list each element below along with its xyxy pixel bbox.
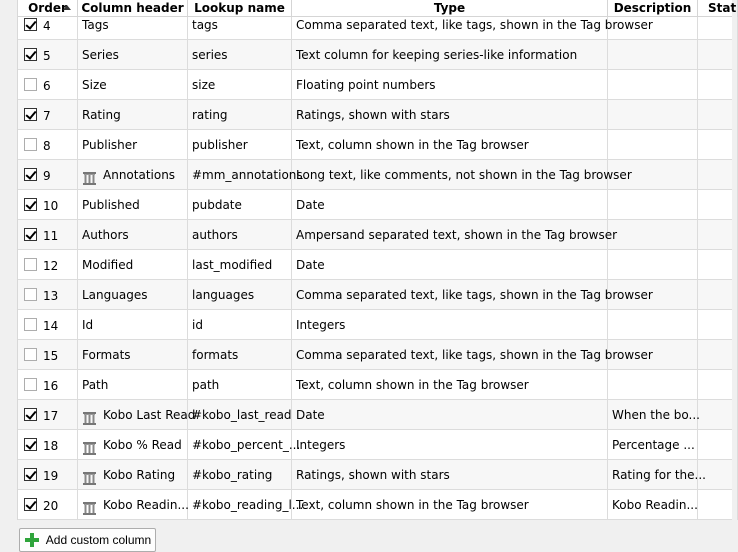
- visibility-checkbox[interactable]: [24, 108, 37, 121]
- cell-description: [608, 340, 698, 370]
- cell-order: [18, 70, 78, 100]
- order-number: 19: [43, 468, 59, 483]
- cell-type: Text, column shown in the Tag browser: [292, 490, 608, 520]
- order-number: 14: [43, 318, 59, 333]
- cell-type: Comma separated text, like tags, shown in the Tag browser: [292, 10, 608, 40]
- column-header-text: Id: [82, 318, 94, 332]
- table-row[interactable]: [18, 220, 732, 250]
- cell-lookup-name: last_modified: [188, 250, 292, 280]
- cell-lookup-name: path: [188, 370, 292, 400]
- cell-type: Integers: [292, 310, 608, 340]
- cell-status: [698, 490, 738, 520]
- cell-order: [18, 310, 78, 340]
- order-number: 12: [43, 258, 59, 273]
- table-row[interactable]: [18, 310, 732, 340]
- table-row[interactable]: [18, 160, 732, 190]
- cell-description: [608, 310, 698, 340]
- cell-lookup-name: rating: [188, 100, 292, 130]
- cell-description: [608, 40, 698, 70]
- cell-column-header[interactable]: [78, 100, 188, 130]
- plus-icon: [25, 533, 39, 547]
- cell-description: [608, 130, 698, 160]
- cell-description: When the bo...: [608, 400, 698, 430]
- cell-column-header[interactable]: [78, 340, 188, 370]
- column-header-text: Kobo Rating: [103, 468, 176, 482]
- order-number: 10: [43, 198, 59, 213]
- column-building-icon: [82, 467, 97, 482]
- cell-column-header[interactable]: [78, 160, 188, 190]
- table-row[interactable]: [18, 70, 732, 100]
- cell-lookup-name: authors: [188, 220, 292, 250]
- cell-lookup-name: series: [188, 40, 292, 70]
- cell-description: Kobo Readin...: [608, 490, 698, 520]
- cell-type: Text, column shown in the Tag browser: [292, 130, 608, 160]
- cell-type: Comma separated text, like tags, shown in the Tag browser: [292, 280, 608, 310]
- cell-column-header[interactable]: [78, 280, 188, 310]
- cell-column-header[interactable]: [78, 370, 188, 400]
- cell-column-header[interactable]: [78, 130, 188, 160]
- cell-status: [698, 460, 738, 490]
- column-building-icon: [82, 497, 97, 512]
- cell-lookup-name: languages: [188, 280, 292, 310]
- order-number: 9: [43, 168, 51, 183]
- column-header-text: Annotations: [103, 168, 176, 182]
- visibility-checkbox[interactable]: [24, 228, 37, 241]
- cell-description: [608, 160, 698, 190]
- column-header-text: Size: [82, 78, 107, 92]
- column-header-text: Authors: [82, 228, 129, 242]
- cell-type: Floating point numbers: [292, 70, 608, 100]
- cell-order: [18, 370, 78, 400]
- table-row[interactable]: [18, 400, 732, 430]
- cell-lookup-name: #kobo_percent_...: [188, 430, 292, 460]
- cell-status: [698, 340, 738, 370]
- visibility-checkbox[interactable]: [24, 48, 37, 61]
- table-header: [18, 0, 737, 17]
- visibility-checkbox[interactable]: [24, 498, 37, 511]
- cell-order: [18, 340, 78, 370]
- header-order[interactable]: [18, 0, 78, 17]
- cell-status: [698, 190, 738, 220]
- table-row[interactable]: [18, 100, 732, 130]
- cell-status: [698, 430, 738, 460]
- header-description[interactable]: Description: [608, 0, 698, 17]
- visibility-checkbox[interactable]: [24, 168, 37, 181]
- column-header-text: Publisher: [82, 138, 138, 152]
- column-building-icon: [82, 407, 97, 422]
- cell-order: [18, 130, 78, 160]
- cell-order: [18, 430, 78, 460]
- cell-lookup-name: formats: [188, 340, 292, 370]
- cell-lookup-name: pubdate: [188, 190, 292, 220]
- cell-column-header[interactable]: [78, 40, 188, 70]
- header-status[interactable]: Stat: [698, 0, 738, 17]
- table-row[interactable]: [18, 190, 732, 220]
- order-number: 15: [43, 348, 59, 363]
- cell-description: [608, 250, 698, 280]
- column-building-icon: [82, 167, 97, 182]
- cell-order: [18, 280, 78, 310]
- table-row[interactable]: [18, 370, 732, 400]
- cell-status: [698, 280, 738, 310]
- order-number: 18: [43, 438, 59, 453]
- cell-order: [18, 40, 78, 70]
- cell-description: Percentage ...: [608, 430, 698, 460]
- cell-column-header[interactable]: [78, 400, 196, 430]
- cell-order: [18, 160, 78, 190]
- column-header-text: Kobo % Read: [103, 438, 182, 452]
- cell-order: [18, 190, 78, 220]
- sort-ascending-icon: [63, 5, 71, 10]
- visibility-checkbox[interactable]: [24, 78, 37, 91]
- cell-type: Date: [292, 250, 608, 280]
- cell-column-header[interactable]: [78, 460, 188, 490]
- cell-status: [698, 40, 738, 70]
- cell-status: [698, 70, 738, 100]
- row-header-strip: [0, 0, 18, 520]
- column-header-text: Series: [82, 48, 119, 62]
- cell-status: [698, 310, 738, 340]
- cell-description: Rating for the...: [608, 460, 698, 490]
- cell-status: [698, 370, 738, 400]
- cell-lookup-name: #kobo_rating: [188, 460, 292, 490]
- cell-status: [698, 250, 738, 280]
- header-lookup-name[interactable]: Lookup name: [188, 0, 292, 17]
- cell-type: Date: [292, 400, 608, 430]
- add-custom-column-label: Add custom column: [45, 533, 152, 547]
- order-number: 13: [43, 288, 59, 303]
- cell-description: [608, 280, 698, 310]
- cell-order: [18, 490, 78, 520]
- table-row[interactable]: [18, 340, 732, 370]
- column-header-text: Languages: [82, 288, 148, 302]
- cell-status: [698, 100, 738, 130]
- order-number: 16: [43, 378, 59, 393]
- visibility-checkbox[interactable]: [24, 258, 37, 271]
- cell-type: Date: [292, 190, 608, 220]
- visibility-checkbox[interactable]: [24, 348, 37, 361]
- visibility-checkbox[interactable]: [24, 468, 37, 481]
- table-row[interactable]: [18, 280, 732, 310]
- visibility-checkbox[interactable]: [24, 138, 37, 151]
- cell-lookup-name: publisher: [188, 130, 292, 160]
- cell-lookup-name: id: [188, 310, 292, 340]
- column-building-icon: [82, 437, 97, 452]
- table-row[interactable]: [18, 130, 732, 160]
- table-row[interactable]: [18, 490, 732, 520]
- cell-type: Ratings, shown with stars: [292, 100, 608, 130]
- cell-status: [698, 160, 738, 190]
- cell-type: Integers: [292, 430, 608, 460]
- cell-order: [18, 460, 78, 490]
- column-header-text: Tags: [82, 18, 109, 32]
- table-row[interactable]: [18, 40, 732, 70]
- cell-type: Ratings, shown with stars: [292, 460, 608, 490]
- column-header-text: Modified: [82, 258, 134, 272]
- cell-column-header[interactable]: [78, 220, 188, 250]
- header-type[interactable]: Type: [292, 0, 608, 17]
- cell-status: [698, 400, 738, 430]
- cell-column-header[interactable]: [78, 310, 188, 340]
- table-row[interactable]: [18, 250, 732, 280]
- cell-type: Ampersand separated text, shown in the Tag browser: [292, 220, 608, 250]
- table-row[interactable]: [18, 460, 732, 490]
- order-number: 20: [43, 498, 59, 513]
- visibility-checkbox[interactable]: [24, 408, 37, 421]
- order-number: 5: [43, 48, 51, 63]
- cell-description: [608, 190, 698, 220]
- column-header-text: Kobo Last Read: [103, 408, 196, 422]
- cell-column-header[interactable]: [78, 430, 188, 460]
- order-number: 4: [43, 18, 51, 33]
- column-header-text: Path: [82, 378, 109, 392]
- cell-description: [608, 100, 698, 130]
- cell-column-header[interactable]: [78, 70, 188, 100]
- cell-description: [608, 70, 698, 100]
- cell-type: Text column for keeping series-like information: [292, 40, 608, 70]
- cell-description: [608, 370, 698, 400]
- visibility-checkbox[interactable]: [24, 378, 37, 391]
- cell-order: [18, 400, 78, 430]
- order-number: 11: [43, 228, 59, 243]
- cell-lookup-name: #mm_annotations: [188, 160, 292, 190]
- cell-order: [18, 100, 78, 130]
- order-number: 7: [43, 108, 51, 123]
- cell-lookup-name: #kobo_reading_l...: [188, 490, 292, 520]
- column-header-text: Rating: [82, 108, 121, 122]
- column-header-text: Formats: [82, 348, 131, 362]
- cell-type: Comma separated text, like tags, shown in the Tag browser: [292, 340, 608, 370]
- cell-column-header[interactable]: [78, 490, 188, 520]
- cell-lookup-name: tags: [188, 10, 292, 40]
- order-number: 6: [43, 78, 51, 93]
- cell-lookup-name: size: [188, 70, 292, 100]
- visibility-checkbox[interactable]: [24, 438, 37, 451]
- order-number: 17: [43, 408, 59, 423]
- header-order-label: Order: [28, 1, 67, 15]
- visibility-checkbox[interactable]: [24, 18, 37, 31]
- table-row[interactable]: [18, 430, 732, 460]
- cell-column-header[interactable]: [78, 250, 188, 280]
- visibility-checkbox[interactable]: [24, 318, 37, 331]
- add-custom-column-button[interactable]: [19, 528, 156, 552]
- cell-order: [18, 250, 78, 280]
- cell-type: Long text, like comments, not shown in the Tag browser: [292, 160, 608, 190]
- cell-status: [698, 130, 738, 160]
- visibility-checkbox[interactable]: [24, 198, 37, 211]
- column-header-text: Kobo Readin...: [103, 498, 189, 512]
- cell-description: [608, 220, 698, 250]
- cell-type: Text, column shown in the Tag browser: [292, 370, 608, 400]
- visibility-checkbox[interactable]: [24, 288, 37, 301]
- order-number: 8: [43, 138, 51, 153]
- cell-order: [18, 220, 78, 250]
- cell-lookup-name: #kobo_last_read: [188, 400, 292, 430]
- cell-column-header[interactable]: [78, 190, 188, 220]
- cell-status: [698, 220, 738, 250]
- column-header-text: Published: [82, 198, 140, 212]
- header-column-header[interactable]: Column header: [78, 0, 188, 17]
